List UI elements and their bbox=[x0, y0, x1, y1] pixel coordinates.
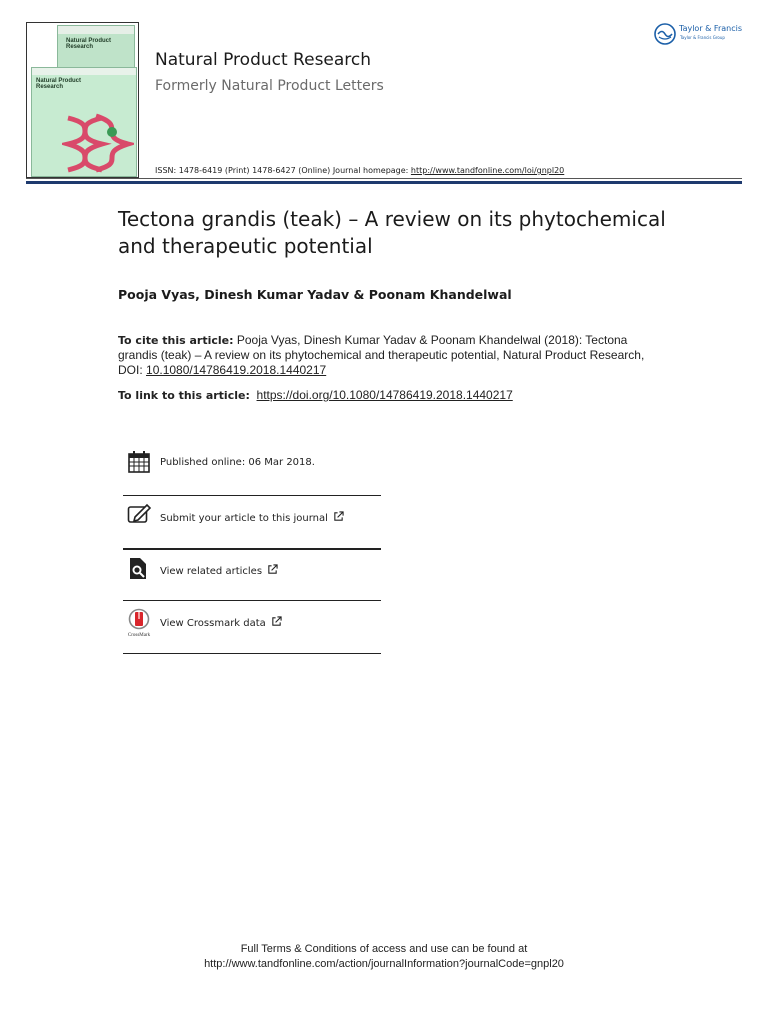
related-articles-label: View related articles bbox=[160, 566, 263, 577]
article-link-line bbox=[118, 388, 513, 402]
external-link-icon bbox=[267, 564, 278, 575]
footer-terms-link[interactable]: http://www.tandfonline.com/action/journalInformation?journalCode=gnpl20 bbox=[204, 958, 564, 970]
issn-text: ISSN: 1478-6419 (Print) 1478-6427 (Online) Journal homepage: bbox=[155, 166, 411, 175]
cover-helix-graphic-front bbox=[62, 112, 134, 174]
crossmark-label: View Crossmark data bbox=[160, 618, 266, 629]
edit-icon bbox=[127, 503, 151, 527]
external-link-icon bbox=[271, 616, 282, 627]
published-online-label: Published online: 06 Mar 2018. bbox=[160, 457, 315, 468]
submit-article-label: Submit your article to this journal bbox=[160, 513, 328, 524]
related-articles-link[interactable] bbox=[160, 564, 278, 577]
search-document-icon bbox=[127, 557, 151, 581]
cover-front-panel bbox=[31, 67, 137, 177]
cite-doi-link[interactable]: 10.1080/14786419.2018.1440217 bbox=[146, 363, 327, 377]
crossmark-row[interactable] bbox=[123, 604, 381, 656]
article-title: Tectona grandis (teak) – A review on its phytochemical and therapeutic potential bbox=[118, 207, 666, 258]
journal-homepage-link[interactable]: http://www.tandfonline.com/loi/gnpl20 bbox=[410, 166, 565, 175]
info-divider bbox=[123, 600, 381, 601]
svg-text:CrossMark: CrossMark bbox=[127, 633, 151, 638]
info-divider bbox=[123, 495, 381, 496]
footer-terms bbox=[0, 942, 768, 972]
related-articles-row[interactable] bbox=[123, 552, 381, 604]
cite-label: To cite this article: bbox=[118, 334, 234, 347]
submit-article-link[interactable] bbox=[160, 511, 344, 524]
cite-text: Pooja Vyas, Dinesh Kumar Yadav & Poonam Khandelwal (2018): Tectona grandis (teak) – A review on its phytochemical and therapeutic potential, Natural Product Research, DOI: bbox=[118, 333, 645, 377]
external-link-icon bbox=[333, 511, 344, 522]
issn-line bbox=[155, 166, 564, 175]
crossmark-icon bbox=[127, 608, 151, 638]
footer-terms-line: Full Terms & Conditions of access and use can be found at bbox=[240, 943, 528, 955]
cover-back-text: Natural Product Research bbox=[66, 38, 112, 50]
journal-subtitle: Formerly Natural Product Letters bbox=[155, 78, 384, 94]
info-divider bbox=[123, 548, 381, 550]
submit-article-row[interactable] bbox=[123, 499, 381, 551]
cover-front-text: Natural Product Research bbox=[36, 78, 82, 90]
journal-title: Natural Product Research bbox=[155, 50, 372, 70]
header-divider-thin bbox=[26, 178, 742, 179]
article-doi-link[interactable]: https://doi.org/10.1080/14786419.2018.1440217 bbox=[256, 388, 513, 402]
publisher-name: Taylor & Francis bbox=[679, 24, 742, 33]
article-authors: Pooja Vyas, Dinesh Kumar Yadav & Poonam Khandelwal bbox=[118, 287, 512, 302]
info-divider bbox=[123, 653, 381, 654]
crossmark-link[interactable] bbox=[160, 616, 282, 629]
citation-block bbox=[118, 333, 666, 378]
publisher-group: Taylor & Francis Group bbox=[680, 35, 725, 40]
calendar-icon bbox=[127, 450, 151, 474]
header-divider-thick bbox=[26, 181, 742, 184]
published-row bbox=[123, 446, 381, 498]
journal-cover-image bbox=[26, 22, 139, 178]
link-label: To link to this article: bbox=[118, 389, 250, 402]
